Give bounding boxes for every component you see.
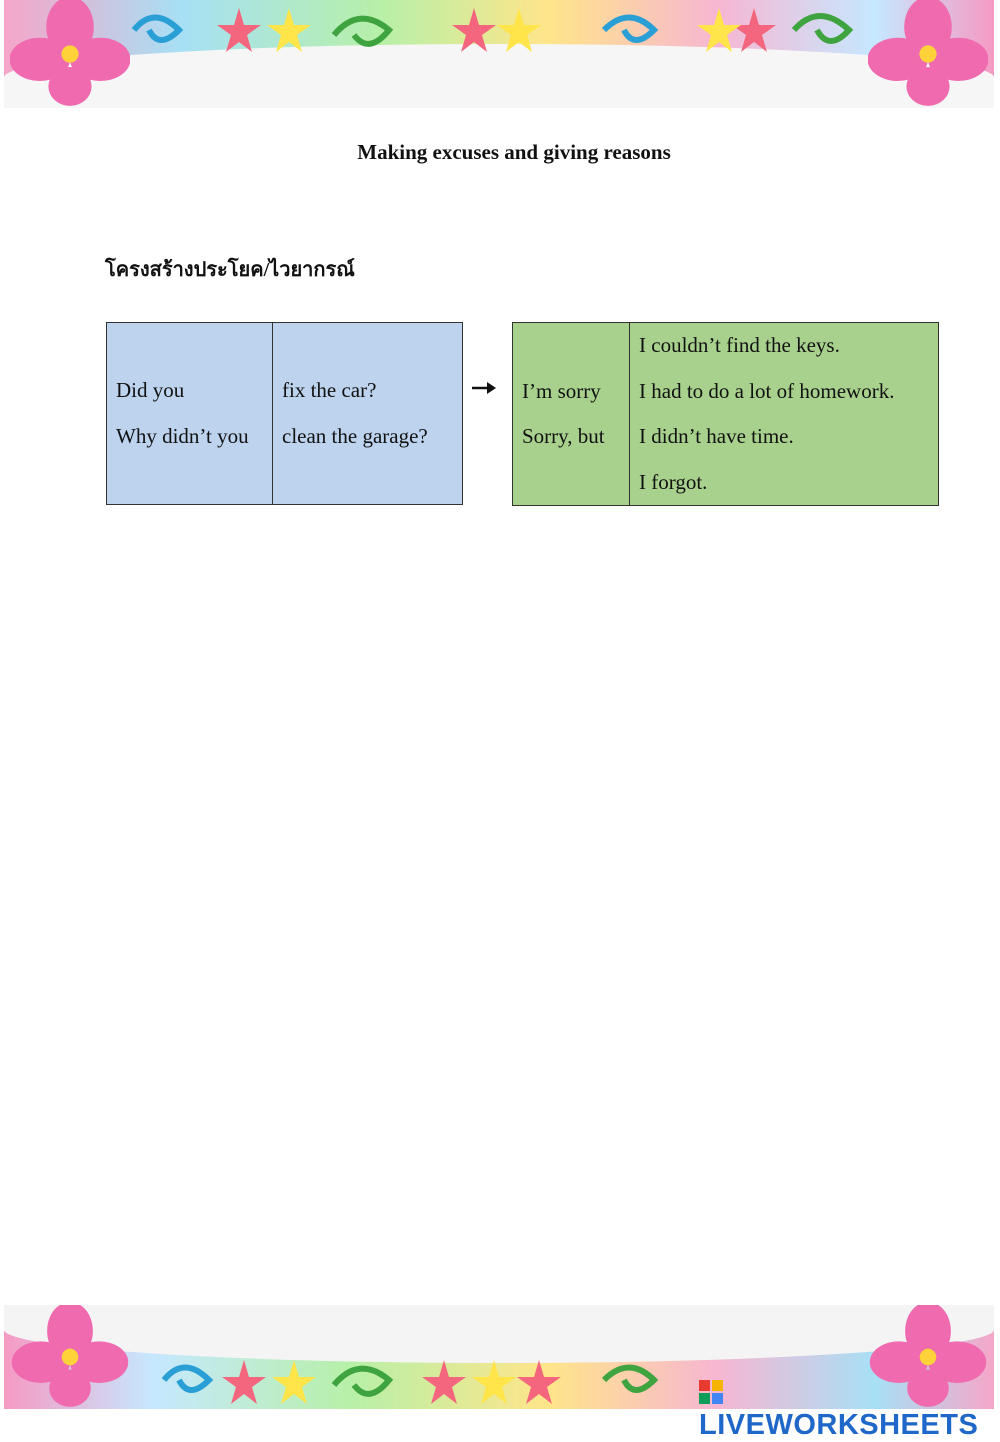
question-starter: Did you xyxy=(116,378,185,402)
pink-flower-icon xyxy=(10,1305,130,1409)
reason-phrase: I couldn’t find the keys. xyxy=(639,333,840,357)
question-col1-cell xyxy=(107,323,273,505)
liveworksheets-watermark[interactable] xyxy=(699,1376,1000,1442)
apology-phrase: Sorry, but xyxy=(522,424,605,448)
reason-phrase: I didn’t have time. xyxy=(639,424,794,448)
answer-col1-cell xyxy=(513,323,630,506)
question-task: clean the garage? xyxy=(282,423,428,448)
answer-table xyxy=(512,322,939,506)
question-table xyxy=(106,322,463,505)
liveworksheets-logo-icon xyxy=(699,1380,723,1404)
apology-phrase: I’m sorry xyxy=(522,378,601,403)
question-task: fix the car? xyxy=(282,378,377,402)
right-arrow-icon xyxy=(471,380,497,396)
answer-col2-cell xyxy=(630,323,939,506)
top-decorative-border xyxy=(4,0,994,108)
reason-phrase: I had to do a lot of homework. xyxy=(639,378,895,403)
reason-phrase: I forgot. xyxy=(639,469,708,494)
watermark-text: LIVEWORKSHEETS xyxy=(699,1409,979,1441)
question-starter: Why didn’t you xyxy=(116,423,249,448)
page-title: Making excuses and giving reasons xyxy=(357,140,671,164)
section-subtitle: โครงสร้างประโยค/ไวยากรณ์ xyxy=(105,259,355,281)
question-col2-cell xyxy=(273,323,463,505)
star-flower-decoration-icon xyxy=(4,0,994,60)
